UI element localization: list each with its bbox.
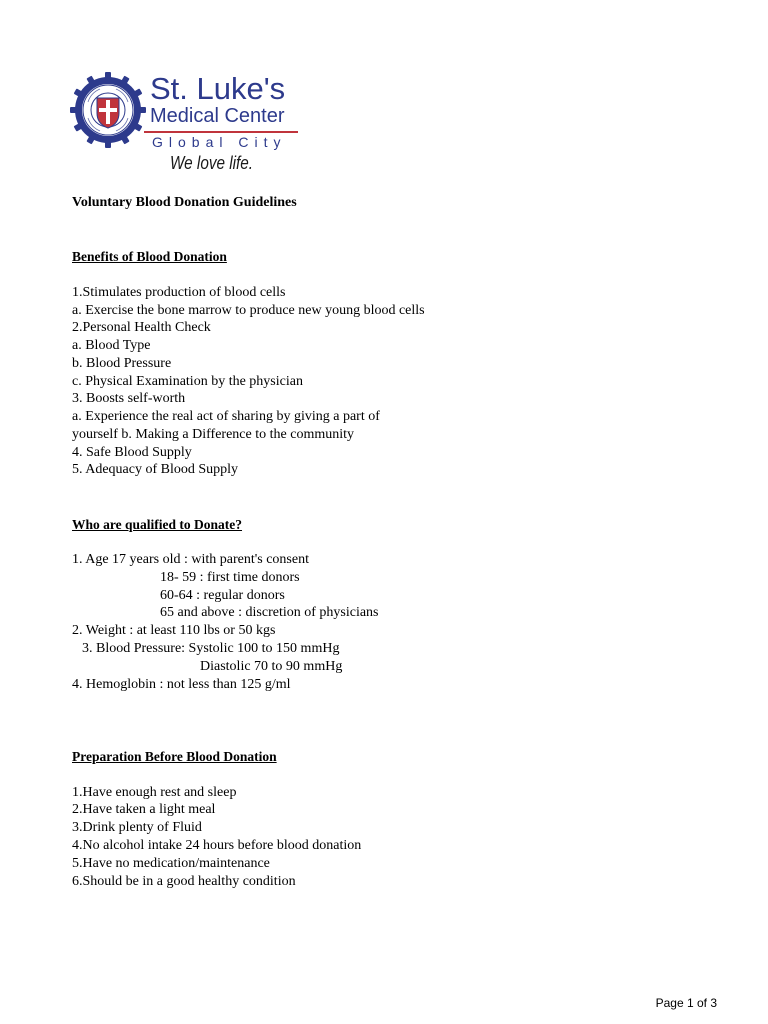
list-item: 2. Weight : at least 110 lbs or 50 kgs bbox=[72, 623, 276, 638]
list-item: 4.No alcohol intake 24 hours before blood donation bbox=[72, 838, 362, 853]
list-item: 1.Have enough rest and sleep bbox=[72, 785, 237, 800]
list-item: 60-64 : regular donors bbox=[160, 588, 285, 603]
list-item: 2.Have taken a light meal bbox=[72, 802, 216, 817]
logo-name-line1: St. Luke's bbox=[150, 71, 286, 106]
list-item: c. Physical Examination by the physician bbox=[72, 374, 303, 389]
list-item: 18- 59 : first time donors bbox=[160, 570, 300, 585]
st-lukes-logo bbox=[70, 72, 310, 180]
list-item: 3.Drink plenty of Fluid bbox=[72, 820, 202, 835]
list-item: 2.Personal Health Check bbox=[72, 320, 211, 335]
list-item: 4. Safe Blood Supply bbox=[72, 445, 192, 460]
list-item: Diastolic 70 to 90 mmHg bbox=[200, 659, 343, 674]
list-item: 5. Adequacy of Blood Supply bbox=[72, 462, 239, 477]
list-item: a. Experience the real act of sharing by giving a part of bbox=[72, 409, 380, 424]
list-item: b. Blood Pressure bbox=[72, 356, 172, 371]
section-heading-preparation: Preparation Before Blood Donation bbox=[72, 749, 277, 764]
page-number: Page 1 of 3 bbox=[655, 996, 717, 1010]
logo-tagline: We love life. bbox=[170, 153, 254, 173]
list-item: 6.Should be in a good healthy condition bbox=[72, 874, 296, 889]
list-item: 1. Age 17 years old : with parent's consent bbox=[72, 552, 309, 567]
document-title: Voluntary Blood Donation Guidelines bbox=[72, 195, 297, 210]
st-lukes-seal-icon bbox=[70, 72, 146, 148]
list-item: 4. Hemoglobin : not less than 125 g/ml bbox=[72, 677, 291, 692]
logo-name-line2: Medical Center bbox=[150, 105, 285, 127]
list-item: 65 and above : discretion of physicians bbox=[160, 605, 379, 620]
list-item: yourself b. Making a Difference to the community bbox=[72, 427, 354, 442]
logo-divider bbox=[144, 131, 298, 133]
list-item: 5.Have no medication/maintenance bbox=[72, 856, 270, 871]
section-heading-benefits: Benefits of Blood Donation bbox=[72, 249, 227, 264]
logo-name-line3: Global City bbox=[152, 134, 287, 150]
list-item: 1.Stimulates production of blood cells bbox=[72, 285, 286, 300]
list-item: a. Exercise the bone marrow to produce new young blood cells bbox=[72, 303, 425, 318]
list-item: 3. Boosts self-worth bbox=[72, 391, 186, 406]
list-item: 3. Blood Pressure: Systolic 100 to 150 mmHg bbox=[82, 641, 340, 656]
section-heading-qualifications: Who are qualified to Donate? bbox=[72, 517, 243, 532]
list-item: a. Blood Type bbox=[72, 338, 151, 353]
